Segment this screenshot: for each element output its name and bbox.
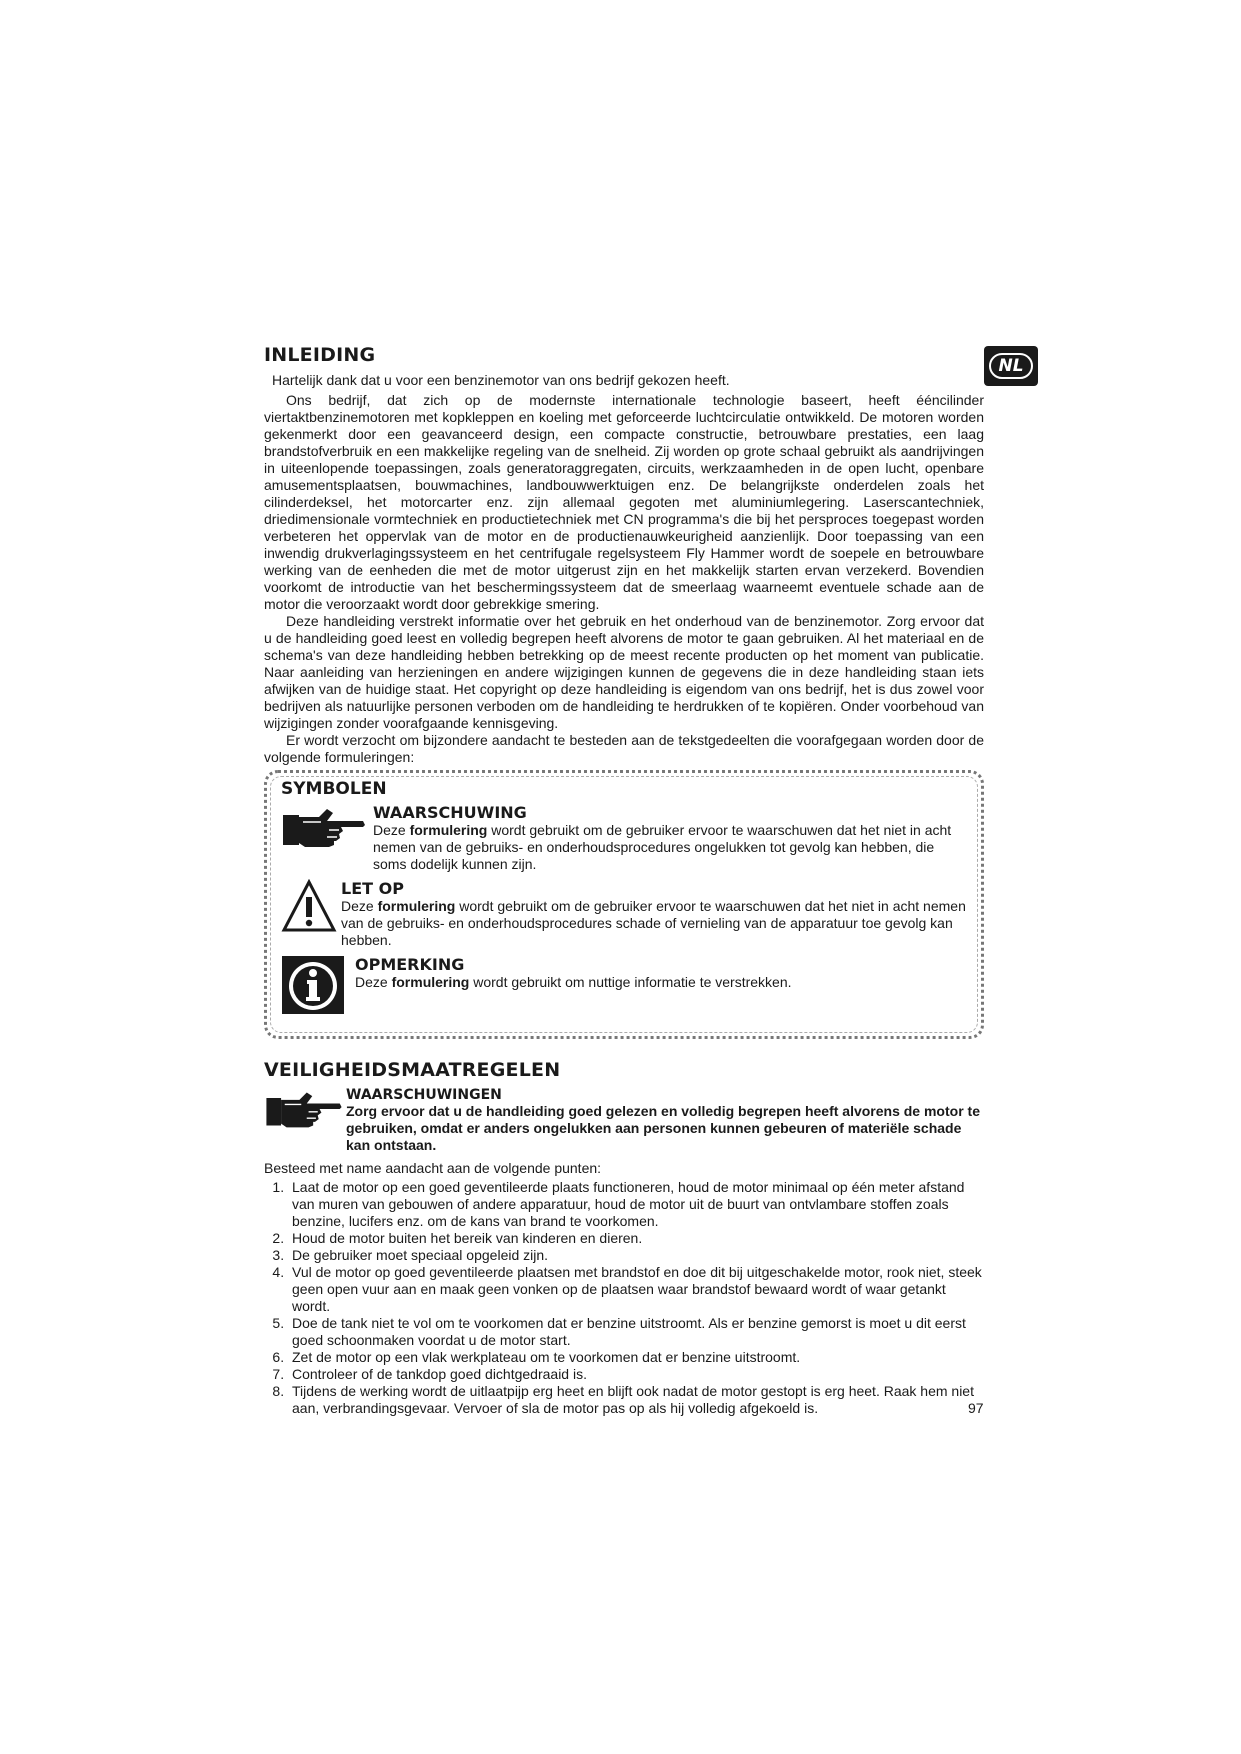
list-item: 8. Tijdens de werking wordt de uitlaatpijp erg heet en blijft ook nadat de motor gestopt is erg heet. Raak hem niet aan, verbrandingsgevaar. Vervoer of sla de motor pas op als hij volledig afgekoeld is. [288, 1383, 984, 1417]
symbol-let-op [281, 879, 969, 949]
list-item: 4. Vul de motor op goed geventileerde plaatsen met brandstof en doe dit bij uitgeschakelde motor, rook niet, steek geen open vuur aan en maak geen vonken op de plaatsen waar brandstof bewaard wordt of waar getankt wordt. [288, 1264, 984, 1315]
language-badge [984, 346, 1038, 386]
paragraph-3: Er wordt verzocht om bijzondere aandacht te besteden aan de tekstgedeelten die voorafgegaan worden door de volgende formuleringen: [264, 732, 984, 765]
desc-pre: Deze [341, 898, 378, 914]
symbol-desc-opmerking [355, 974, 969, 991]
language-badge-label: NL [989, 353, 1032, 379]
paragraph-2: Deze handleiding verstrekt informatie over het gebruik en het onderhoud van de benzinemotor. Zorg ervoor dat u de handleiding goed leest en volledig begrepen heeft alvorens de motor te gaan gebruiken. Al het materiaal en de schema's van deze handleiding hebben betrekking op de meest recente producten op het moment van publicatie. Naar aanleiding van herzieningen en andere wijzigingen kunnen de gegevens die in deze handleiding staan iets afwijken van de huidige staat. Het copyright op deze handleiding is eigendom van ons bedrijf, het is dus zowel voor bedrijven als natuurlijke personen verboden om de handleiding te herdrukken of te kopiëren. Onder voorbehoud van wijzigingen zonder voorafgaande kennisgeving. [264, 613, 984, 731]
symbol-waarschuwing [281, 803, 969, 873]
list-item: 1. Laat de motor op een goed geventileerde plaats functioneren, houd de motor minimaal op één meter afstand van muren van gebouwen of andere apparatuur, houd de motor uit de buurt van ontvlambare stoffen zoals benzine, lucifers enz. om de kans van brand te voorkomen. [288, 1179, 984, 1230]
safety-lead: Besteed met name aandacht aan de volgende punten: [264, 1160, 602, 1176]
page-number: 97 [968, 1400, 984, 1416]
symbol-title-let-op: LET OP [341, 879, 404, 898]
safety-warning-text: Zorg ervoor dat u de handleiding goed gelezen en volledig begrepen heeft alvorens de motor te gebruiken, omdat er anders ongelukken aan personen kunnen gebeuren of materiële schade kan ontstaan. [346, 1103, 980, 1153]
safety-warning [264, 1087, 984, 1154]
symbol-desc-let-op [341, 898, 969, 949]
paragraph-1: Ons bedrijf, dat zich op de modernste internationale technologie baseert, heeft ééncilinder viertaktbenzinemotoren met kopkleppen en koeling met geforceerde luchtcirculatie ontwikkeld. De motoren worden gekenmerkt door een geavanceerd design, een compacte constructie, betrouwbare prestaties, een laag brandstofverbruik en een makkelijke regeling van de snelheid. Zij worden op grote schaal gebruikt als aandrijvingen in uiteenlopende toepassingen, zoals generatoraggregaten, circuits, werkzaamheden in de open lucht, openbare amusementsplaatsen, bouwmachines, landbouwwerktuigen enz. De belangrijkste onderdelen zoals het cilinderdeksel, het motorcarter enz. zijn allemaal gegoten met aluminiumlegering. Laserscantechniek, driedimensionale vormtechniek en productietechniek met CN programma's die bij het persproces toegepast worden verbeteren het oppervlak van de motor en de productienauwkeurigheid aanzienlijk. Door toepassing van een inwendig drukverlagingssysteem en het centrifugale regelsysteem Fly Hammer wordt de soepele en betrouwbare werking van de eenheden die met de motor uitgerust zijn en het makkelijk starten ervan verzekerd. Bovendien voorkomt de introductie van het beschermingssysteem dat de smeerlaag waarneemt eventuele schade aan de motor die veroorzaakt wordt door gebrekkige smering. [264, 392, 984, 612]
symbol-title-opmerking: OPMERKING [355, 955, 465, 974]
safety-warning-title: WAARSCHUWINGEN [346, 1087, 502, 1103]
desc-pre: Deze [373, 822, 410, 838]
desc-bold: formulering [377, 898, 456, 914]
desc-bold: formulering [409, 822, 488, 838]
safety-list [264, 1179, 984, 1417]
list-item: 2. Houd de motor buiten het bereik van kinderen en dieren. [288, 1230, 984, 1247]
symbol-title-waarschuwing: WAARSCHUWING [373, 803, 527, 822]
heading-inleiding: INLEIDING [264, 344, 376, 366]
desc-post: wordt gebruikt om de gebruiker ervoor te waarschuwen dat het niet in acht nemen van de gebruiks- en onderhoudsprocedures ongelukken tot gevolg kan hebben, die soms dodelijk kunnen zijn. [373, 822, 952, 872]
symbol-opmerking [281, 955, 969, 1020]
symbol-desc-waarschuwing [373, 822, 969, 873]
list-item: 3. De gebruiker moet speciaal opgeleid zijn. [288, 1247, 984, 1264]
desc-post: wordt gebruikt om nuttige informatie te verstrekken. [469, 974, 792, 990]
warning-triangle-icon [281, 879, 337, 938]
pointing-hand-icon [281, 803, 367, 856]
list-item: 7. Controleer of de tankdop goed dichtgedraaid is. [288, 1366, 984, 1383]
section-veiligheid [264, 1059, 984, 1417]
pointing-hand-icon [264, 1087, 344, 1136]
heading-veiligheid: VEILIGHEIDSMAATREGELEN [264, 1059, 561, 1081]
desc-pre: Deze [355, 974, 392, 990]
desc-bold: formulering [391, 974, 470, 990]
list-item: 6. Zet de motor op een vlak werkplateau om te voorkomen dat er benzine uitstroomt. [288, 1349, 984, 1366]
desc-post: wordt gebruikt om de gebruiker ervoor te waarschuwen dat het niet in acht nemen van de gebruiks- en onderhoudsprocedures schade of vernieling van de apparatuur toe gevolg kan hebben. [341, 898, 966, 948]
info-icon [281, 955, 345, 1020]
symbols-box [264, 770, 984, 1039]
section-inleiding [264, 344, 984, 766]
intro-line: Hartelijk dank dat u voor een benzinemotor van ons bedrijf gekozen heeft. [272, 372, 730, 388]
heading-symbolen: SYMBOLEN [281, 779, 387, 799]
page-content [264, 344, 984, 1417]
list-item: 5. Doe de tank niet te vol om te voorkomen dat er benzine uitstroomt. Als er benzine gemorst is moet u dit eerst goed schoonmaken voordat u de motor start. [288, 1315, 984, 1349]
